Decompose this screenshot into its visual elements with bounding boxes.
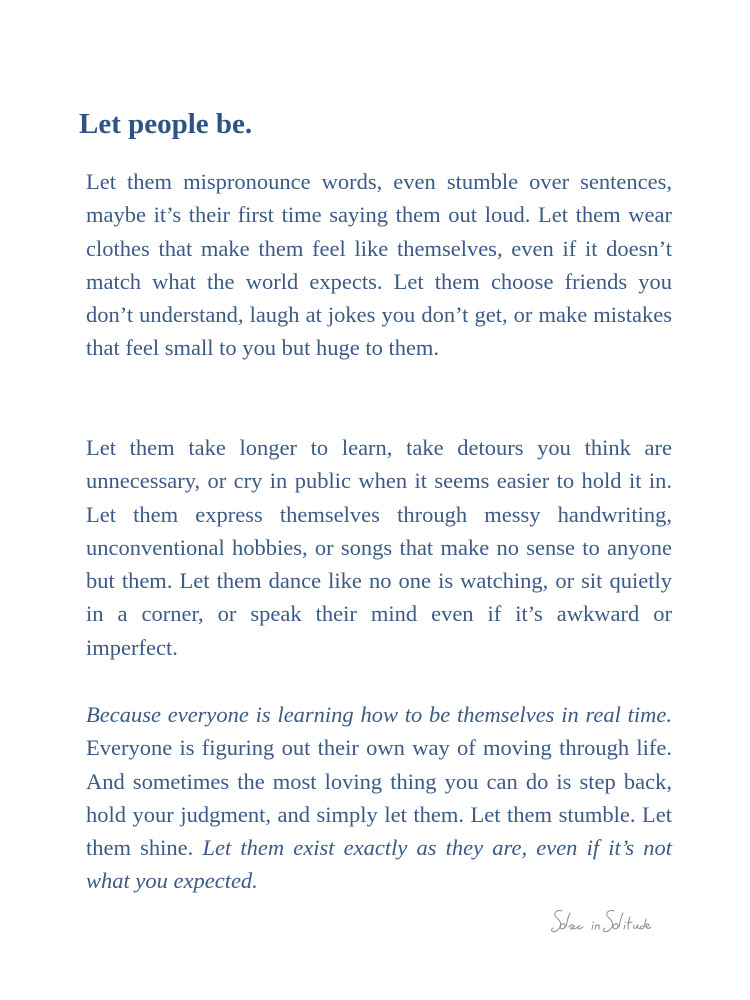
italic-closing-text: Let them exist exactly as they are, even if it’s not what you expected. [86, 835, 673, 894]
paragraph-3 [86, 698, 672, 898]
signature [548, 905, 678, 945]
paragraph-2: Let them take longer to learn, take detours you think are unnecessary, or cry in public when it seems easier to hold it in. Let them express themselves through messy handwriting, unconventional hobbies, or songs that make no sense to anyone but them. Let them dance like no one is watching, or sit quietly in a corner, or speak their mind even if it’s awkward or imperfect. [86, 435, 672, 660]
page-title: Let people be. [79, 108, 253, 140]
paragraph-3-middle-text: Everyone is figuring out their own way of moving through life. And sometimes the most loving thing you can do is step back, hold your judgment, and simply let them. Let them stumble. Let them shine. [86, 735, 672, 861]
italic-lead-text: Because everyone is learning how to be themselves in real time. [86, 702, 672, 727]
paragraph-1: Let them mispronounce words, even stumble over sentences, maybe it’s their first time saying them out loud. Let them wear clothes that make them feel like themselves, even if it doesn’t match what the world expects. Let them choose friends you don’t understand, laugh at jokes you don’t get, or make mistakes that feel small to you but huge to them. [86, 169, 672, 361]
signature-mark [548, 905, 678, 945]
